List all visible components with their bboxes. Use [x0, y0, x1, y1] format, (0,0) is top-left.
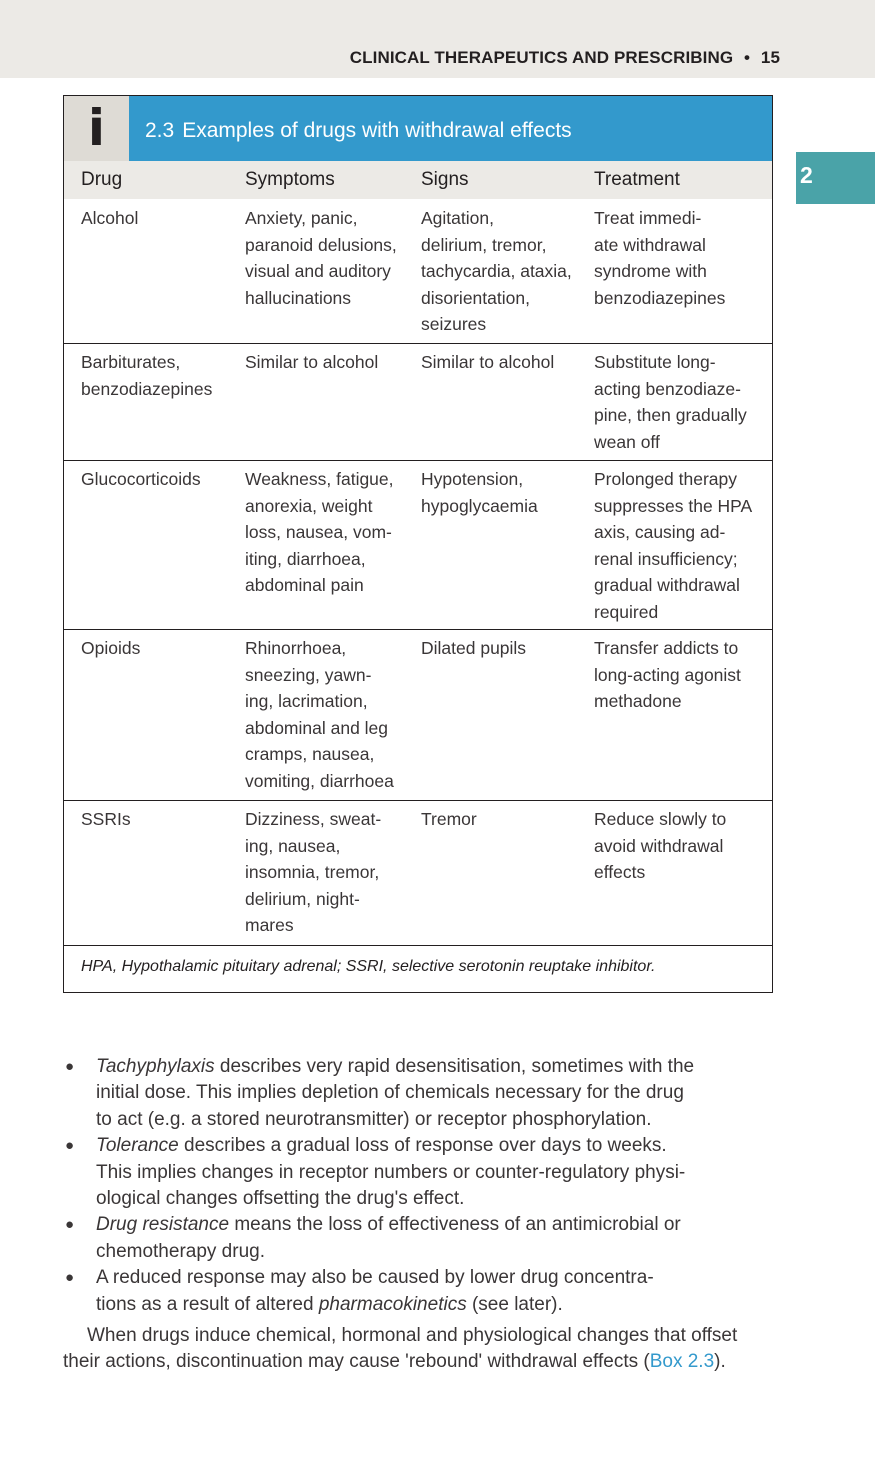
table-cell-symptoms: mares [245, 915, 294, 935]
bullet-term: Drug resistance [96, 1214, 230, 1236]
paragraph-line: When drugs induce chemical, hormonal and physiological changes that offset [87, 1325, 738, 1346]
table-cell-symptoms: ing, nausea, [245, 835, 341, 856]
bullet-line: to act (e.g. a stored neurotransmitter) or receptor phosphorylation. [96, 1108, 652, 1130]
table-cell-symptoms: Similar to alcohol [245, 352, 379, 372]
table-footnote: HPA, Hypothalamic pituitary adrenal; SSRI, selective serotonin reuptake inhibitor. [81, 958, 656, 975]
table-cell-treatment: Prolonged therapy [594, 469, 738, 489]
running-head-separator: • [744, 48, 751, 67]
table-cell-treatment: acting benzodiaze- [594, 378, 741, 399]
table-cell-drug: Glucocorticoids [81, 469, 201, 489]
bullet-marker: ● [65, 1058, 75, 1075]
table-cell-signs: seizures [421, 314, 487, 334]
table-cell-symptoms: abdominal and leg [245, 717, 389, 738]
table-cell-treatment: wean off [594, 431, 660, 452]
table-cell-treatment: methadone [594, 691, 682, 711]
table-cell-drug: benzodiazepines [81, 378, 213, 399]
table-cell-treatment: avoid withdrawal [594, 835, 724, 856]
bullet-text: means the loss of effectiveness of an antimicrobial or [229, 1214, 681, 1236]
list-item [63, 1212, 783, 1265]
table-cell-treatment: effects [594, 862, 646, 882]
bullet-marker: ● [65, 1216, 75, 1234]
bullet-line: initial dose. This implies depletion of chemicals necessary for the drug [96, 1082, 684, 1104]
bullet-text: describes very rapid desensitisation, sometimes with the [214, 1056, 695, 1077]
box-title [145, 119, 572, 143]
table-cell-symptoms: Weakness, fatigue, [245, 469, 394, 489]
table-cell-signs: Agitation, [421, 208, 494, 228]
bullet-term: pharmacokinetics [318, 1293, 467, 1315]
table-cell-symptoms: paranoid delusions, [245, 234, 397, 255]
body-paragraph [63, 1323, 783, 1376]
table-cell-symptoms: hallucinations [245, 287, 352, 308]
paragraph-text: their actions, discontinuation may cause 'rebound' withdrawal effects ( [63, 1351, 650, 1373]
footnote-divider [64, 945, 772, 946]
bullet-marker: ● [65, 1137, 75, 1155]
table-cell-treatment: long-acting agonist [594, 664, 741, 685]
bullet-list [63, 1054, 783, 1318]
list-item [63, 1265, 783, 1318]
table-cell-symptoms: visual and auditory [245, 261, 391, 281]
table-cell-symptoms: Rhinorrhoea, [245, 638, 347, 658]
bullet-term: Tolerance [96, 1135, 179, 1157]
page-number: 15 [760, 48, 780, 67]
chapter-tab [796, 152, 875, 204]
bullet-line: chemotherapy drug. [96, 1240, 265, 1262]
table-cell-treatment: Transfer addicts to [594, 638, 739, 658]
table-cell-treatment: gradual withdrawal [594, 575, 740, 595]
table-cell-drug: Opioids [81, 638, 141, 658]
table-cell-signs: hypoglycaemia [421, 495, 538, 516]
row-divider [64, 460, 772, 461]
table-cell-treatment: required [594, 601, 659, 622]
bullet-line: ological changes offsetting the drug's effect. [96, 1188, 465, 1210]
row-divider [64, 343, 772, 344]
table-cell-symptoms: vomiting, diarrhoea [245, 770, 394, 791]
row-divider [64, 629, 772, 630]
info-icon: i [64, 96, 129, 161]
table-cell-signs: Similar to alcohol [421, 352, 555, 372]
column-header-symptoms: Symptoms [245, 169, 335, 190]
table-cell-treatment: renal insufficiency; [594, 548, 738, 569]
box-title-text: Examples of drugs with withdrawal effects [182, 119, 572, 142]
table-cell-symptoms: insomnia, tremor, [245, 862, 380, 882]
bullet-line [96, 1054, 783, 1080]
bullet-marker: ● [65, 1269, 75, 1287]
bullet-line [96, 1292, 783, 1318]
table-cell-symptoms: abdominal pain [245, 575, 364, 595]
chapter-number: 2 [800, 162, 813, 188]
table-cell-treatment: Treat immedi- [594, 208, 702, 228]
table-cell-signs: Tremor [421, 809, 477, 829]
bullet-text: (see later). [466, 1293, 563, 1315]
list-item [63, 1054, 783, 1133]
list-item [63, 1133, 783, 1212]
bullet-term: Tachyphylaxis [96, 1056, 215, 1077]
table-cell-treatment: suppresses the HPA [594, 495, 753, 516]
table-cell-treatment: benzodiazepines [594, 287, 726, 308]
table-cell-treatment: Substitute long- [594, 352, 716, 372]
bullet-line: This implies changes in receptor numbers or counter-regulatory physi- [96, 1161, 686, 1183]
box-reference-link[interactable]: Box 2.3 [649, 1351, 715, 1373]
table-cell-symptoms: loss, nausea, vom- [245, 522, 392, 542]
table-cell-symptoms: anorexia, weight [245, 495, 373, 516]
column-header-drug: Drug [81, 169, 123, 190]
table-cell-signs: disorientation, [421, 287, 530, 308]
table-cell-signs: delirium, tremor, [421, 234, 547, 255]
running-head-title: CLINICAL THERAPEUTICS AND PRESCRIBING [349, 48, 734, 67]
table-cell-treatment: pine, then gradually [594, 405, 747, 425]
bullet-line: A reduced response may also be caused by lower drug concentra- [96, 1267, 654, 1289]
paragraph-line [63, 1349, 783, 1375]
paragraph-text: ). [714, 1351, 726, 1373]
box-header [64, 96, 772, 161]
column-header-signs: Signs [421, 169, 469, 190]
table-cell-treatment: syndrome with [594, 261, 707, 281]
table-cell-symptoms: delirium, night- [245, 888, 360, 909]
table-cell-signs: Dilated pupils [421, 638, 527, 658]
table-cell-symptoms: iting, diarrhoea, [245, 548, 366, 569]
table-cell-symptoms: ing, lacrimation, [245, 691, 368, 711]
table-cell-drug: SSRIs [81, 809, 131, 829]
table-cell-symptoms: Dizziness, sweat- [245, 809, 382, 829]
table-cell-symptoms: Anxiety, panic, [245, 208, 358, 228]
bullet-line [96, 1133, 783, 1159]
column-header-treatment: Treatment [594, 169, 680, 190]
bullet-line [96, 1212, 783, 1238]
running-head-text [350, 48, 780, 68]
table-cell-symptoms: cramps, nausea, [245, 744, 375, 764]
table-cell-signs: Hypotension, [421, 469, 524, 489]
table-cell-treatment: axis, causing ad- [594, 522, 726, 542]
bullet-text: describes a gradual loss of response over days to weeks. [178, 1135, 667, 1157]
table-cell-signs: tachycardia, ataxia, [421, 261, 572, 281]
box-number: 2.3 [145, 119, 175, 142]
table-cell-treatment: ate withdrawal [594, 234, 706, 255]
box-title-bar [129, 96, 772, 161]
table-cell-drug: Barbiturates, [81, 352, 181, 372]
table-cell-drug: Alcohol [81, 208, 139, 228]
row-divider [64, 800, 772, 801]
withdrawal-effects-box [63, 95, 773, 993]
running-head [0, 0, 875, 78]
bullet-text: tions as a result of altered [96, 1293, 319, 1315]
table-cell-treatment: Reduce slowly to [594, 809, 727, 829]
table-cell-symptoms: sneezing, yawn- [245, 664, 372, 685]
